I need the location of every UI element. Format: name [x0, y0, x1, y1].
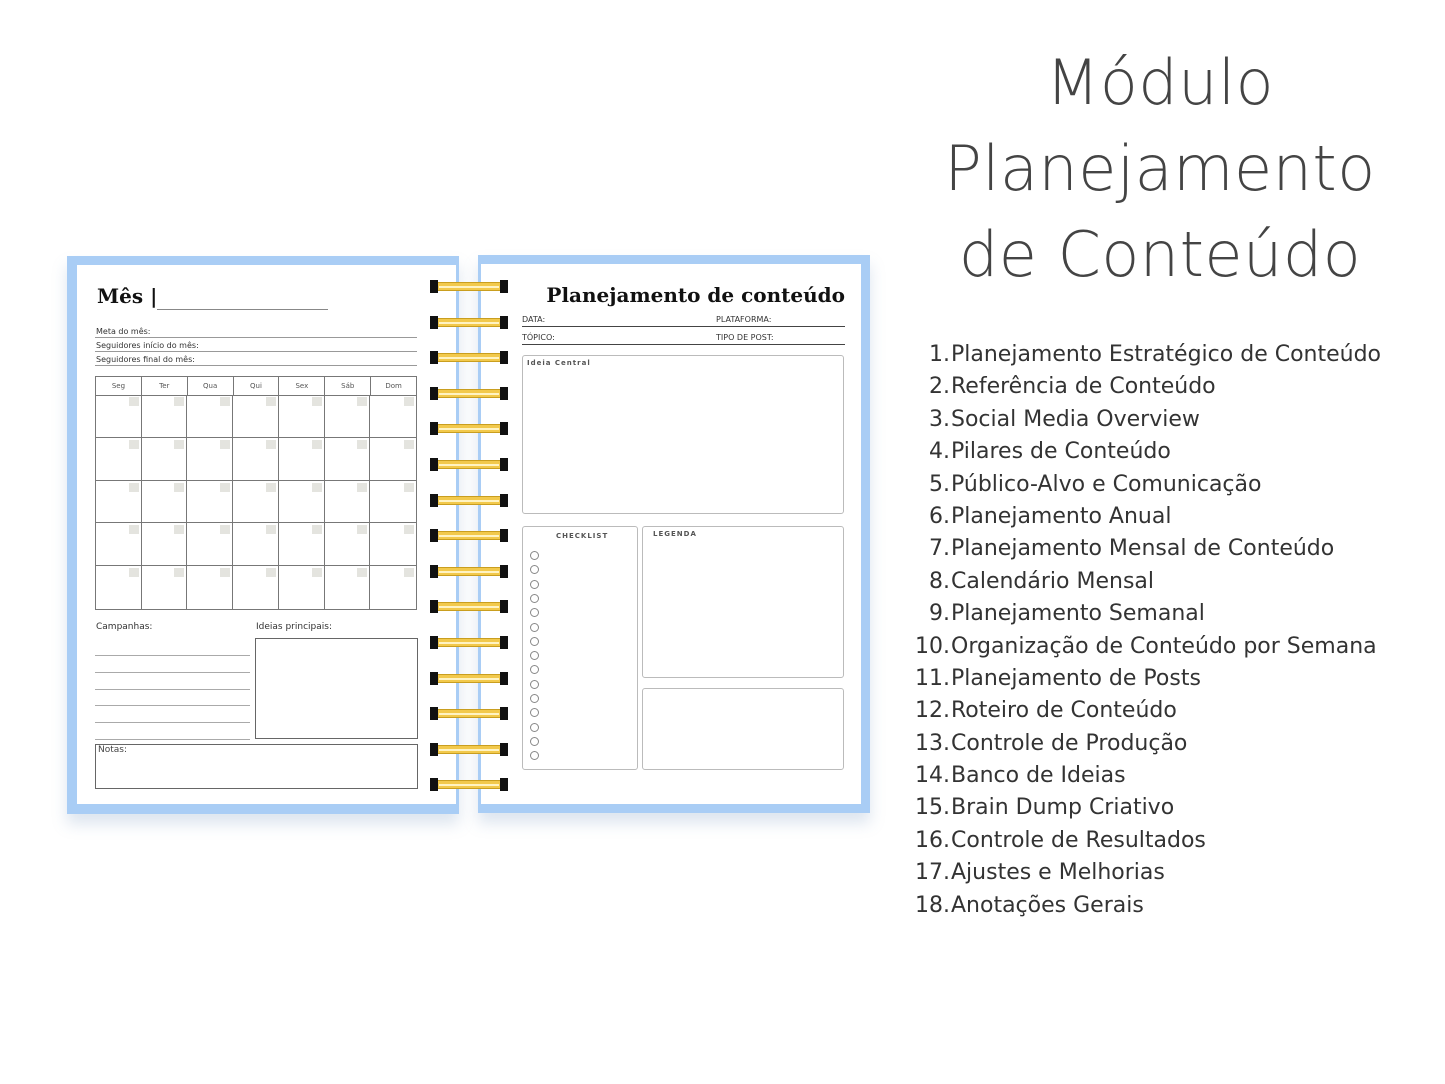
- module-number: 7.: [929, 536, 950, 562]
- spiral-ring: [430, 387, 508, 400]
- module-number: 11.: [915, 665, 950, 691]
- module-number: 12.: [915, 698, 950, 724]
- central-idea-box[interactable]: [522, 355, 844, 514]
- weekday-label: Ter: [142, 377, 188, 395]
- title-line-1: Módulo: [1045, 46, 1275, 119]
- module-number: 10.: [915, 633, 950, 659]
- spiral-ring: [430, 422, 508, 435]
- module-label: Planejamento Anual: [951, 503, 1172, 529]
- module-label: Anotações Gerais: [951, 892, 1144, 918]
- module-label: Planejamento Mensal de Conteúdo: [951, 536, 1335, 562]
- spiral-ring: [430, 316, 508, 329]
- caption-box[interactable]: [642, 526, 844, 678]
- module-item: [912, 501, 1437, 533]
- calendar-day-cell[interactable]: [325, 481, 371, 524]
- checklist-box[interactable]: [522, 526, 638, 770]
- checklist-checkbox[interactable]: [530, 694, 539, 703]
- module-label: Pilares de Conteúdo: [951, 439, 1171, 465]
- calendar-day-cell[interactable]: [325, 566, 371, 609]
- calendar-grid: [96, 395, 416, 609]
- module-item: [912, 695, 1437, 727]
- module-number: 6.: [929, 503, 950, 529]
- extra-notes-box[interactable]: [642, 688, 844, 770]
- module-label: Brain Dump Criativo: [951, 795, 1175, 821]
- calendar-day-cell[interactable]: [370, 566, 416, 609]
- module-item: [912, 857, 1437, 889]
- weekday-label: Sex: [279, 377, 325, 395]
- module-item: [912, 631, 1437, 663]
- spiral-ring: [430, 636, 508, 649]
- calendar-day-cell[interactable]: [142, 481, 188, 524]
- module-list: [912, 339, 1437, 922]
- module-item: [912, 436, 1437, 468]
- calendar-day-cell[interactable]: [279, 438, 325, 481]
- calendar-day-cell[interactable]: [325, 438, 371, 481]
- module-item: [912, 663, 1437, 695]
- campaign-line: [95, 722, 250, 723]
- calendar-day-cell[interactable]: [233, 438, 279, 481]
- spiral-ring: [430, 351, 508, 364]
- spiral-ring: [430, 565, 508, 578]
- calendar-day-cell[interactable]: [370, 523, 416, 566]
- calendar-day-cell[interactable]: [96, 481, 142, 524]
- module-number: 5.: [929, 471, 950, 497]
- module-label: Planejamento Semanal: [951, 601, 1205, 627]
- calendar-day-cell[interactable]: [96, 438, 142, 481]
- campaign-line: [95, 739, 250, 740]
- calendar-day-cell[interactable]: [233, 523, 279, 566]
- central-idea-label: Ideia Central: [527, 359, 591, 367]
- module-item: [912, 371, 1437, 403]
- spiral-ring: [430, 280, 508, 293]
- campaign-line: [95, 689, 250, 690]
- module-number: 18.: [915, 892, 950, 918]
- checklist-checkbox[interactable]: [530, 680, 539, 689]
- calendar-day-cell[interactable]: [233, 566, 279, 609]
- calendar-day-cell[interactable]: [370, 438, 416, 481]
- post-type-label: TIPO DE POST:: [716, 333, 774, 342]
- checklist-checkbox[interactable]: [530, 737, 539, 746]
- module-title: [930, 40, 1390, 298]
- calendar-day-cell[interactable]: [279, 481, 325, 524]
- calendar-day-cell[interactable]: [187, 481, 233, 524]
- weekday-label: Qui: [234, 377, 280, 395]
- calendar-day-cell[interactable]: [187, 395, 233, 438]
- module-number: 4.: [929, 439, 950, 465]
- calendar-day-cell[interactable]: [142, 566, 188, 609]
- module-number: 2.: [929, 374, 950, 400]
- module-number: 1.: [929, 342, 950, 367]
- checklist-checkbox[interactable]: [530, 637, 539, 646]
- module-number: 14.: [915, 763, 950, 789]
- module-item: [912, 890, 1437, 922]
- calendar-day-cell[interactable]: [279, 395, 325, 438]
- spiral-ring: [430, 600, 508, 613]
- module-label: Organização de Conteúdo por Semana: [951, 633, 1377, 659]
- module-label: Planejamento Estratégico de Conteúdo: [951, 342, 1382, 367]
- calendar-day-cell[interactable]: [96, 395, 142, 438]
- date-line: [522, 326, 845, 327]
- module-label: Público-Alvo e Comunicação: [951, 471, 1262, 497]
- spiral-ring: [430, 778, 508, 791]
- calendar-weekdays: [96, 377, 416, 396]
- module-item: [912, 339, 1437, 371]
- month-calendar: [95, 376, 417, 610]
- notes-label: Notas:: [98, 745, 128, 755]
- calendar-day-cell[interactable]: [279, 523, 325, 566]
- campaign-line: [95, 655, 250, 656]
- month-goal-line: [95, 337, 417, 338]
- calendar-day-cell[interactable]: [187, 523, 233, 566]
- title-line-3: de Conteúdo: [958, 218, 1362, 291]
- weekday-label: Seg: [96, 377, 142, 395]
- topic-line: [522, 344, 845, 345]
- module-label: Planejamento de Posts: [951, 665, 1201, 691]
- module-label: Referência de Conteúdo: [951, 374, 1216, 400]
- spiral-ring: [430, 707, 508, 720]
- spiral-ring: [430, 529, 508, 542]
- module-label: Controle de Resultados: [951, 827, 1206, 853]
- module-item: [912, 533, 1437, 565]
- calendar-day-cell[interactable]: [370, 481, 416, 524]
- followers-end-label: Seguidores final do mês:: [96, 355, 195, 364]
- spiral-ring: [430, 672, 508, 685]
- module-label: Calendário Mensal: [951, 568, 1155, 594]
- module-label: Roteiro de Conteúdo: [951, 698, 1177, 724]
- caption-label: LEGENDA: [653, 530, 697, 538]
- module-number: 3.: [929, 406, 950, 432]
- followers-end-line: [95, 365, 417, 366]
- module-item: [912, 469, 1437, 501]
- module-number: 15.: [915, 795, 950, 821]
- checklist-checkbox[interactable]: [530, 723, 539, 732]
- month-heading: Mês |: [97, 284, 158, 308]
- platform-label: PLATAFORMA:: [716, 315, 772, 324]
- followers-start-line: [95, 351, 417, 352]
- notes-box[interactable]: [95, 744, 418, 789]
- calendar-day-cell[interactable]: [96, 523, 142, 566]
- module-item: [912, 760, 1437, 792]
- module-label: Ajustes e Melhorias: [951, 860, 1165, 886]
- topic-label: TÓPICO:: [522, 333, 555, 342]
- campaign-line: [95, 672, 250, 673]
- module-item: [912, 825, 1437, 857]
- checklist-checkbox[interactable]: [530, 623, 539, 632]
- calendar-day-cell[interactable]: [233, 481, 279, 524]
- main-ideas-label: Ideias principais:: [256, 622, 332, 632]
- calendar-day-cell[interactable]: [325, 523, 371, 566]
- module-item: [912, 792, 1437, 824]
- checklist-label: CHECKLIST: [556, 532, 609, 540]
- calendar-day-cell[interactable]: [325, 395, 371, 438]
- module-number: 16.: [915, 827, 950, 853]
- module-label: Controle de Produção: [951, 730, 1188, 756]
- date-label: DATA:: [522, 315, 546, 324]
- module-item: [912, 404, 1437, 436]
- module-label: Social Media Overview: [951, 406, 1200, 432]
- calendar-day-cell[interactable]: [142, 395, 188, 438]
- checklist-checkbox[interactable]: [530, 594, 539, 603]
- spiral-ring: [430, 743, 508, 756]
- module-number: 8.: [929, 568, 950, 594]
- spiral-ring: [430, 458, 508, 471]
- module-number: 9.: [929, 601, 950, 627]
- month-line: [157, 309, 328, 310]
- module-number: 17.: [915, 860, 950, 886]
- calendar-day-cell[interactable]: [187, 566, 233, 609]
- module-item: [912, 728, 1437, 760]
- title-line-2: Planejamento: [944, 132, 1376, 205]
- month-goal-label: Meta do mês:: [96, 327, 151, 336]
- module-item: [912, 566, 1437, 598]
- calendar-day-cell[interactable]: [233, 395, 279, 438]
- followers-start-label: Seguidores início do mês:: [96, 341, 199, 350]
- weekday-label: Dom: [385, 382, 402, 390]
- module-item: [912, 598, 1437, 630]
- calendar-day-cell[interactable]: [279, 566, 325, 609]
- checklist-checkbox[interactable]: [530, 580, 539, 589]
- calendar-day-cell[interactable]: [187, 438, 233, 481]
- main-ideas-box[interactable]: [255, 638, 418, 739]
- checklist-checkbox[interactable]: [530, 551, 539, 560]
- weekday-label: Sáb: [325, 377, 371, 395]
- module-number: 13.: [915, 730, 950, 756]
- calendar-day-cell[interactable]: [96, 566, 142, 609]
- campaign-line: [95, 705, 250, 706]
- spiral-ring: [430, 494, 508, 507]
- campaigns-label: Campanhas:: [96, 622, 153, 632]
- calendar-day-cell[interactable]: [370, 395, 416, 438]
- content-planning-heading: Planejamento de conteúdo: [546, 283, 845, 307]
- module-label: Banco de Ideias: [951, 763, 1126, 789]
- calendar-day-cell[interactable]: [142, 438, 188, 481]
- calendar-day-cell[interactable]: [142, 523, 188, 566]
- weekday-label: Qua: [188, 377, 234, 395]
